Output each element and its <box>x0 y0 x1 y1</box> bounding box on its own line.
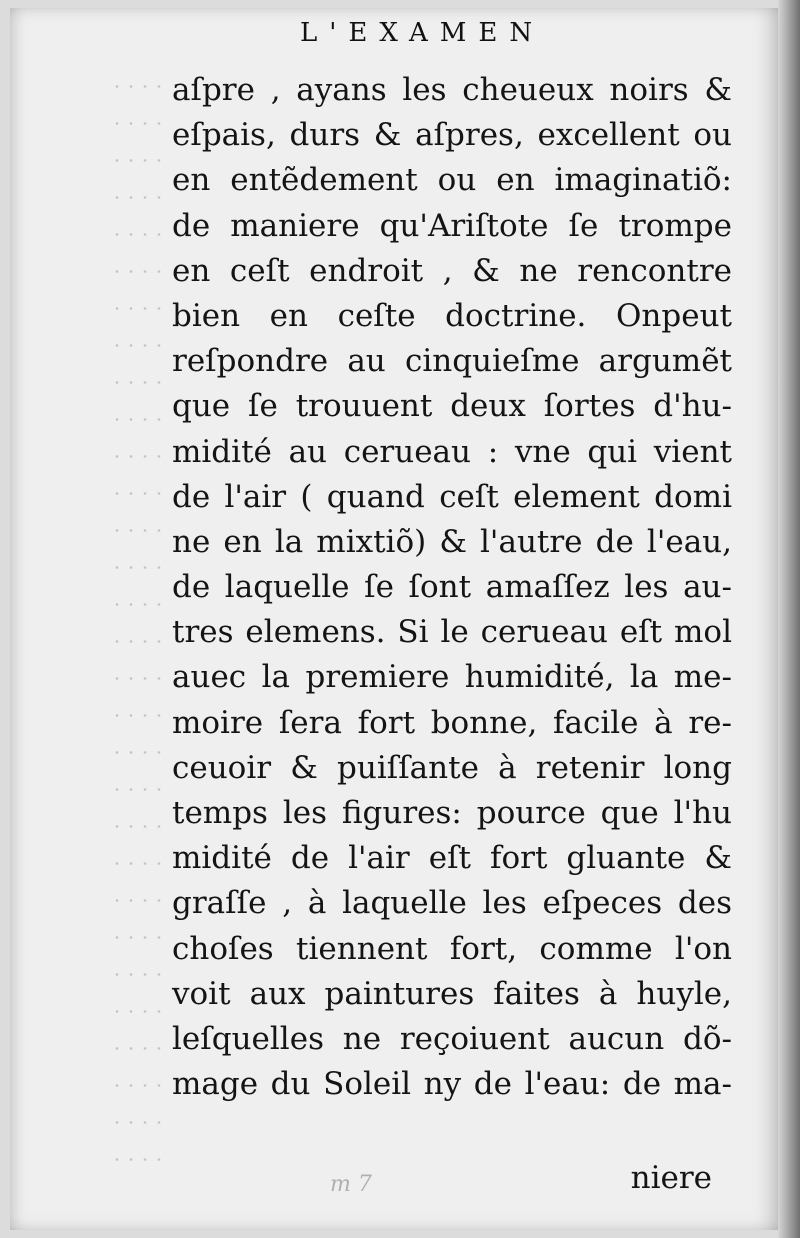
text-line: voit aux paintures faites à huyle, <box>172 975 732 1012</box>
text-line: que ſe trouuent deux ſortes d'hu- <box>172 388 732 425</box>
catchword: niere <box>630 1160 712 1196</box>
text-line: midité de l'air eſt fort gluante & <box>172 840 732 877</box>
text-line: moire ſera fort bonne, facile à re- <box>172 704 732 741</box>
body-text <box>172 68 732 1107</box>
text-line: ne en la mixtiõ) & l'autre de l'eau, <box>172 523 732 560</box>
running-title: L'EXAMEN <box>300 18 545 48</box>
text-line: bien en ceſte doctrine. Onpeut <box>172 297 732 334</box>
text-line: reſpondre au cinquieſme argumẽt <box>172 343 732 380</box>
page-edge <box>778 0 800 1238</box>
text-line: tres elemens. Si le cerueau eſt mol <box>172 614 732 651</box>
text-line: temps les figures: pource que l'hu <box>172 795 732 831</box>
text-line: auec la premiere humidité, la me- <box>172 659 732 696</box>
text-line: mage du Soleil ny de l'eau: de ma- <box>172 1066 732 1103</box>
margin-stains <box>110 68 170 1168</box>
text-line: graſſe , à laquelle les eſpeces des <box>172 885 732 922</box>
text-line: aſpre , ayans les cheueux noirs & <box>172 72 732 108</box>
signature-mark: m 7 <box>330 1172 372 1197</box>
text-line: en ceſt endroit , & ne rencontre <box>172 252 732 289</box>
text-line: de laquelle ſe ſont amaſſez les au- <box>172 569 732 606</box>
text-line: choſes tiennent fort, comme l'on <box>172 930 732 967</box>
text-line: de l'air ( quand ceſt element domi <box>172 478 732 515</box>
text-line: eſpais, durs & aſpres, excellent ou <box>172 117 732 154</box>
text-line: midité au cerueau : vne qui vient <box>172 433 732 470</box>
text-line: ceuoir & puiſſante à retenir long <box>172 749 732 786</box>
text-line: de maniere qu'Ariſtote ſe trompe <box>172 207 732 244</box>
text-line: en entẽdement ou en imaginatiõ: <box>172 162 732 199</box>
text-line: leſquelles ne reçoiuent aucun dõ- <box>172 1020 732 1057</box>
